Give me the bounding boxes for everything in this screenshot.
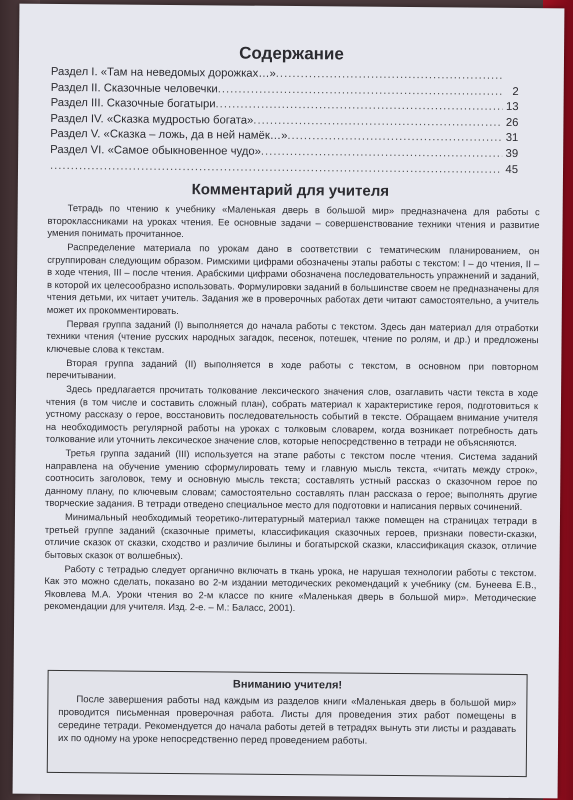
paragraph: Минимальный необходимый теоретико-литературный материал также помещен на страницах тетради в третьей группе заданий (сказочные приметы, классификация сказочных героев, признаки повести-сказки, отличие сказок от сказки, сходство и различие былины и богатырской сказки, классификация сказок, отличие бытовых сказок от волшебных). [44,511,538,561]
toc-leader-dots [261,146,502,160]
comment-body [44,202,540,618]
toc-row-label: Раздел I. «Там на неведомых дорожках…» [50,65,276,80]
paragraph: Тетрадь по чтению к учебнику «Маленькая дверь в большой мир» предназначена для работы с второклассниками на уроках чтения. Ее основные задачи – совершенствование техники чтения и развитие умения понимать прочитанное. [47,202,540,240]
toc-row-page: 31 [505,132,519,145]
notice-title: Вниманию учителя! [232,678,343,692]
toc-row-page: 45 [505,163,519,176]
toc-leader-dots [287,130,502,144]
toc-row-page: 2 [512,85,519,98]
toc-leader-dots [253,114,502,128]
toc-row-label: Раздел III. Сказочные богатыри [50,97,216,111]
paragraph: Работу с тетрадью следует органично включать в ткань урока, не нарушая технологии работы с текстом. Как это можно сделать, показано во 2-м издании методических рекомендаций к учебнику (см. Бунеева Е.В., Яковлева М.А. Уроки чтения во 2-м классе по книге «Маленькая дверь в большой мир». Методические рекомендации для учителя. Изд. 2-е. – М.: Баласс, 2001). [44,562,537,614]
toc-row-label: Раздел VI. «Самое обыкновенное чудо» [50,143,261,158]
toc-leader-dots [216,99,503,114]
notice-box [47,670,528,777]
toc-leader-dots [218,83,503,97]
toc-leader-dots [276,68,503,82]
toc-row-page: 13 [505,101,519,114]
notice-text: После завершения работы над каждым из разделов книги «Маленькая дверь в большой мир» проводится письменная проверочная работа. Листы для проведения этих работ помещены в середине тетради. Рекомендуется до начала работы детей в тетрадях вынуть эти листы и раздавать их по одному на уроке непосредственно перед проведением работы. [57,694,517,747]
paragraph: Вторая группа заданий (II) выполняется в ходе работы с текстом, в основном при повторном перечитывании. [46,356,539,381]
document-page [13,4,565,799]
toc-leader-dots [50,159,502,175]
toc-title: Содержание [239,43,344,64]
paragraph: Первая группа заданий (I) выполняется до начала работы с текстом. Здесь дан материал для отработки техники чтения (чтение русских народных загадок, песенок, потешек, чтение по ролям, и др.) и предложены ключевые слова к текстам. [46,317,539,355]
toc-row [50,159,518,179]
paragraph: Третья группа заданий (III) используется на этапе работы с текстом после чтения. Система заданий направлена на обучение умению сформулировать тему и главную мысль текста, «читать между строк», соотносить заголовок, тему и основную мысль текста; составлять устный рассказ о сказочном герое по данному плану, по ключевым словам; самостоятельно составлять план рассказа о герое; выполнять другие творческие задания. В тетради отведено специальное место для подготовки и написания первых сочинений. [45,447,538,513]
paragraph: Распределение материала по урокам дано в соответствии с тематическим планированием, он сгруппирован следующим образом. Римскими цифрами обозначены этапы работы с текстом: I – до чтения, II – в ходе чтения, III – после чтения. Арабскими цифрами обозначена последовательность упражнений и заданий, в которой их целесообразно использовать. Формулировки заданий в большинстве своем не предназначены для чтения детьми, их читает учитель. Задания же в проверочных работах дети читают самостоятельно, а учитель может их прокомментировать. [46,241,540,316]
paragraph: Здесь предлагается прочитать толкование лексического значения слов, озаглавить части текста в ходе чтения (в том числе и составить сложный план), собрать материал к характеристике героя, подготовиться к устному рассказу о герое, восстановить последовательность событий в тексте. Обращаем внимание учителя на необходимость регулярной работы на уроках с толковым словарем, когда возникает потребность дать толкование или уточнить лексическое значение слов, которые непосредственно в тетради не объясняются. [45,383,539,448]
toc-row-label: Раздел II. Сказочные человечки [50,81,218,95]
table-of-contents [50,66,519,179]
toc-row-label: Раздел V. «Сказка – ложь, да в ней намёк…» [50,128,288,143]
toc-row-page: 26 [505,116,519,129]
comment-title: Комментарий для учителя [191,181,390,200]
toc-row-page: 39 [505,147,519,160]
toc-row-label: Раздел IV. «Сказка мудростью богата» [50,112,254,127]
